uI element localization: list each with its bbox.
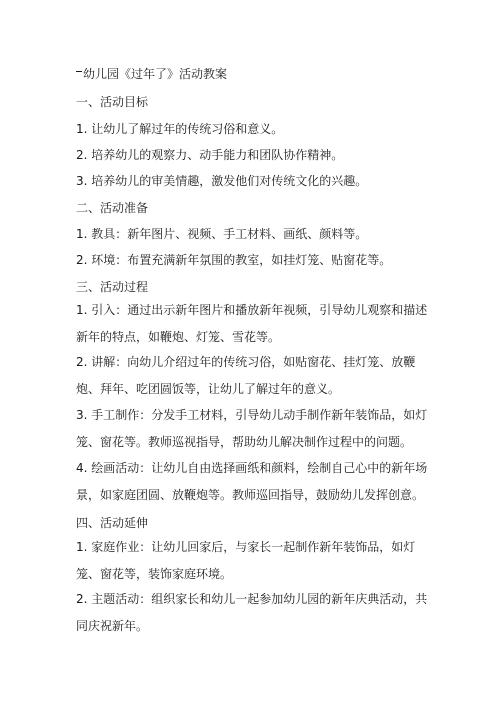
section-heading-goals: 一、活动目标 bbox=[76, 95, 149, 109]
list-item: 1. 教具：新年图片、视频、手工材料、画纸、颜料等。 bbox=[76, 227, 368, 241]
list-item: 3. 培养幼儿的审美情趣，激发他们对传统文化的兴趣。 bbox=[76, 174, 368, 188]
list-item: 1. 引入：通过出示新年图片和播放新年视频，引导幼儿观察和描述新年的特点，如鞭炮、灯笼、雪花等。 bbox=[76, 303, 428, 344]
title-dash-mark bbox=[76, 71, 82, 72]
section-heading-preparation: 二、活动准备 bbox=[76, 201, 149, 215]
list-item: 2. 主题活动：组织家长和幼儿一起参加幼儿园的新年庆典活动，共同庆祝新年。 bbox=[76, 592, 428, 633]
list-item: 1. 让幼儿了解过年的传统习俗和意义。 bbox=[76, 122, 284, 136]
document-title: 幼儿园《过年了》活动教案 bbox=[83, 67, 228, 81]
list-item: 3. 手工制作：分发手工材料，引导幼儿动手制作新年装饰品，如灯笼、窗花等。教师巡视指导，帮助幼儿解决制作过程中的问题。 bbox=[76, 408, 428, 449]
list-item: 2. 讲解：向幼儿介绍过年的传统习俗，如贴窗花、挂灯笼、放鞭炮、拜年、吃团圆饭等，让幼儿了解过年的意义。 bbox=[76, 355, 416, 396]
document-title-row bbox=[76, 66, 227, 82]
section-heading-extension: 四、活动延伸 bbox=[76, 516, 149, 530]
list-item: 4. 绘画活动：让幼儿自由选择画纸和颜料，绘制自己心中的新年场景，如家庭团圆、放鞭炮等。教师巡回指导，鼓励幼儿发挥创意。 bbox=[76, 461, 428, 502]
section-heading-process: 三、活动过程 bbox=[76, 280, 149, 294]
list-item: 1. 家庭作业：让幼儿回家后，与家长一起制作新年装饰品，如灯笼、窗花等，装饰家庭环境。 bbox=[76, 540, 416, 581]
list-item: 2. 培养幼儿的观察力、动手能力和团队协作精神。 bbox=[76, 148, 344, 162]
list-item: 2. 环境：布置充满新年氛围的教室，如挂灯笼、贴窗花等。 bbox=[76, 253, 392, 267]
